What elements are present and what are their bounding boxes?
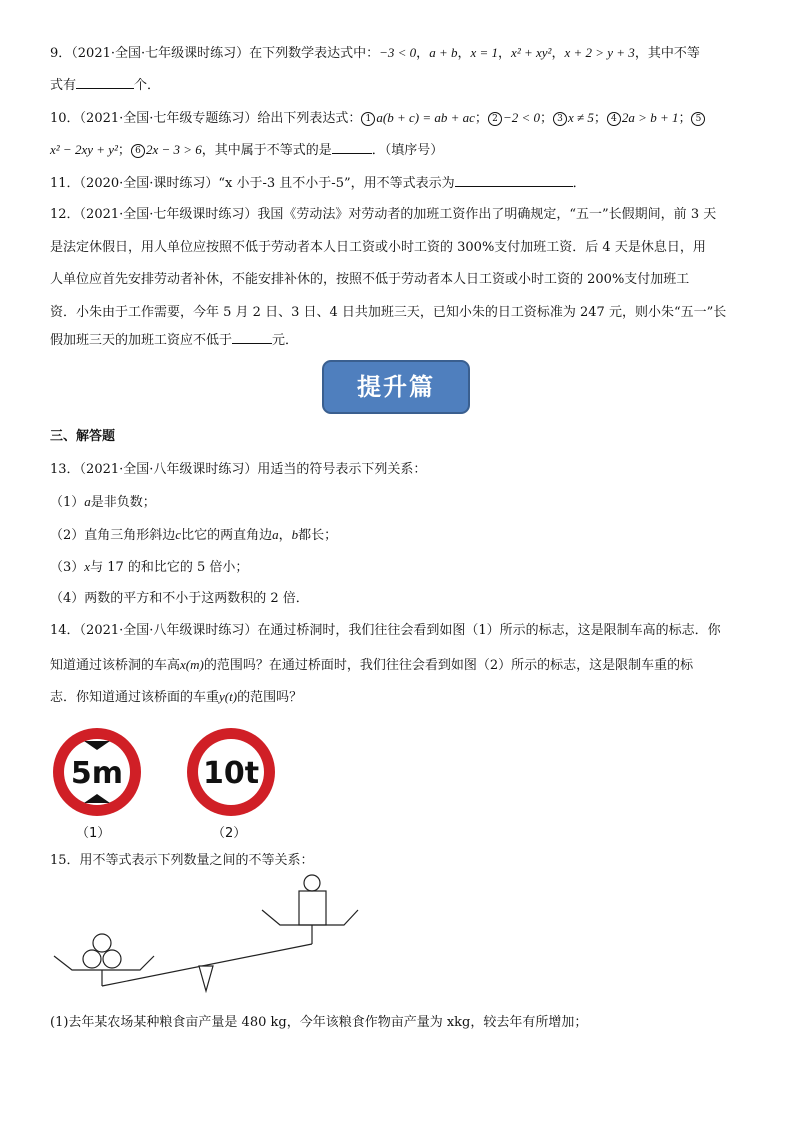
q14-line-3: 志．你知道通过该桥面的车重y(t)的范围吗？ [50, 689, 303, 705]
q13-item-4: （4）两数的平方和不小于这两数积的 2 倍． [50, 591, 309, 606]
ball-left [83, 950, 101, 968]
q10-line-2: x² − 2xy + y²； 6 2x − 3 > 6，其中属于不等式的是 ．（填序号） [50, 142, 444, 158]
q14-line-2: 知道通过该桥洞的车高x(m)的范围吗？在通过桥面时，我们往往会看到如图（2）所示的标志，这是限制车重的标 [50, 657, 694, 673]
q12-answer-blank[interactable] [232, 331, 272, 344]
q9-line-2: 式有 个． [50, 78, 161, 93]
q14-line-1: 14．（2021·全国·八年级课时练习）在通过桥洞时，我们往往会看到如图（1）所示的标志，这是限制车高的标志．你 [50, 623, 721, 638]
q15-title: 15．用不等式表示下列数量之间的不等关系： [50, 853, 314, 868]
scale-fulcrum [199, 966, 213, 991]
q11-line: 11．（2020·全国·课时练习）“x 小于-3 且不小于-5”，用不等式表示为 ． [50, 176, 586, 191]
ball-on-box [304, 875, 320, 891]
q10-answer-blank[interactable] [332, 141, 372, 154]
weight-box [299, 891, 326, 925]
figure-caption-1: （1） [76, 826, 111, 841]
q11-answer-blank[interactable] [455, 174, 573, 187]
section-title: 三、解答题 [50, 429, 116, 444]
q12-line-5: 假加班三天的加班工资应不低于 元． [50, 333, 299, 348]
section-banner: 提升篇 [322, 360, 470, 414]
q12-line-4: 资．小朱由于工作需要，今年 5 月 2 日、3 日、4 日共加班三天，已知小朱的日工资标准为 247 元，则小朱“五一”长 [50, 305, 727, 320]
q13-item-2: （2）直角三角形斜边c比它的两直角边a，b都长； [50, 527, 338, 543]
height-limit-text: 5m [70, 756, 124, 791]
q12-line-2: 是法定休假日，用人单位应按照不低于劳动者本人日工资或小时工资的 300%支付加班工资．后 4 天是休息日，用 [50, 240, 706, 255]
figure-caption-2: （2） [212, 826, 247, 841]
q13-title: 13．（2021·全国·八年级课时练习）用适当的符号表示下列关系： [50, 462, 427, 477]
q13-item-1: （1）a是非负数； [50, 494, 156, 510]
ball-top [93, 934, 111, 952]
q13-item-3: （3）x与 17 的和比它的 5 倍小； [50, 559, 249, 575]
weight-limit-text: 10t [202, 756, 260, 791]
q9-line-1: 9．（2021·全国·七年级课时练习）在下列数学表达式中：−3 < 0，a + b，x = 1，x² + xy²，x + 2 > y + 3，其中不等 [50, 45, 700, 61]
q10-line-1: 10．（2021·全国·七年级专题练习）给出下列表达式： 1 a(b + c) = ab + ac； 2 −2 < 0； 3 x ≠ 5； 4 2a > b + 1； 5 [50, 109, 706, 128]
q9-answer-blank[interactable] [76, 76, 134, 89]
q12-line-1: 12．（2021·全国·七年级课时练习）我国《劳动法》对劳动者的加班工资作出了明确规定，“五一”长假期间，前 3 天 [50, 207, 717, 222]
q15-item-1: (1)去年某农场某种粮食亩产量是 480 kg，今年该粮食作物亩产量为 xkg，较去年有所增加； [50, 1015, 588, 1030]
weight-limit-sign [185, 726, 277, 818]
ball-right [103, 950, 121, 968]
right-pan [262, 910, 358, 925]
q12-line-3: 人单位应首先安排劳动者补休，不能安排补休的，按照不低于劳动者本人日工资或小时工资的 200%支付加班工 [50, 272, 690, 287]
balance-scale-figure [50, 872, 370, 997]
height-limit-sign [51, 726, 143, 818]
